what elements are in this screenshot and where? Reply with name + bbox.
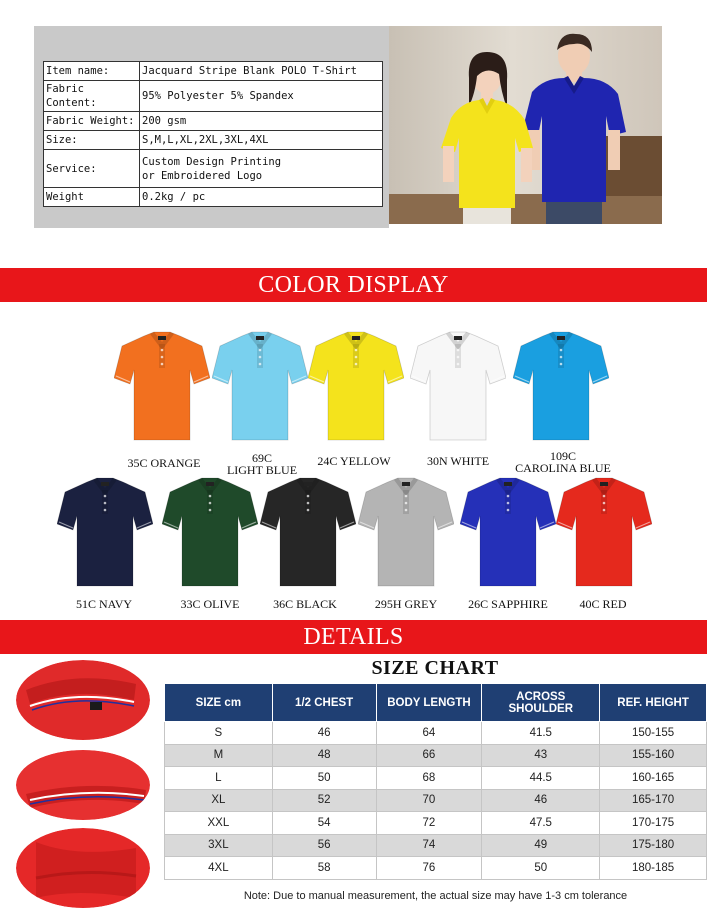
table-cell: 49	[482, 834, 600, 857]
color-label: 30N WHITE	[426, 454, 490, 468]
sleeve-detail-photo	[16, 750, 150, 820]
size-chart-header-row	[165, 684, 707, 722]
table-cell: 3XL	[165, 834, 273, 857]
shirt-button	[405, 509, 408, 512]
shirt-button	[603, 502, 606, 505]
size-chart-note: Note: Due to manual measurement, the actual size may have 1-3 cm tolerance	[243, 890, 628, 902]
shirt-button	[307, 509, 310, 512]
color-label	[507, 450, 619, 474]
spec-value: 95% Polyester 5% Spandex	[140, 81, 383, 112]
table-cell: 4XL	[165, 857, 273, 880]
polo-shirt-swatch	[162, 476, 258, 588]
polo-shirt-swatch	[556, 476, 652, 588]
table-row	[165, 722, 707, 745]
color-display-banner: COLOR DISPLAY	[0, 268, 707, 302]
table-cell: 52	[272, 789, 376, 812]
shirt-button	[457, 349, 460, 352]
table-cell: 68	[376, 767, 482, 790]
shirt-button	[603, 495, 606, 498]
table-row	[165, 789, 707, 812]
shirt-button	[259, 349, 262, 352]
shirt-neck-label	[504, 482, 512, 486]
table-cell: 180-185	[600, 857, 707, 880]
column-header: 1/2 CHEST	[272, 684, 376, 722]
shirt-button	[560, 363, 563, 366]
shirt-neck-label	[402, 482, 410, 486]
table-cell: 46	[482, 789, 600, 812]
polo-shirt-swatch	[358, 476, 454, 588]
shirt-button	[161, 356, 164, 359]
shirt-button	[405, 495, 408, 498]
color-label: 295H GREY	[374, 597, 438, 611]
color-label: 40C RED	[579, 597, 627, 611]
table-row	[165, 767, 707, 790]
shirt-neck-label	[352, 336, 360, 340]
table-cell: 58	[272, 857, 376, 880]
table-cell: XXL	[165, 812, 273, 835]
spec-value: S,M,L,XL,2XL,3XL,4XL	[140, 131, 383, 150]
color-label	[210, 452, 314, 476]
shirt-button	[209, 509, 212, 512]
spec-key: Service:	[44, 150, 140, 188]
spec-value: 200 gsm	[140, 112, 383, 131]
size-chart-title: SIZE CHART	[371, 657, 499, 679]
table-row	[165, 744, 707, 767]
spec-value-line: Custom Design Printing	[142, 155, 282, 168]
shirt-button	[507, 502, 510, 505]
shirt-neck-label	[557, 336, 565, 340]
shirt-button	[104, 509, 107, 512]
color-label-line: 69C	[251, 451, 272, 465]
size-chart-table	[164, 683, 707, 880]
shirt-neck-label	[600, 482, 608, 486]
table-cell: 47.5	[482, 812, 600, 835]
color-label-line: CAROLINA BLUE	[515, 461, 611, 475]
table-cell: 72	[376, 812, 482, 835]
table-cell: 43	[482, 744, 600, 767]
table-cell: 150-155	[600, 722, 707, 745]
spec-value	[140, 150, 383, 188]
table-cell: 56	[272, 834, 376, 857]
shirt-button	[560, 349, 563, 352]
shirt-button	[161, 349, 164, 352]
shirt-button	[161, 363, 164, 366]
color-label: 35C ORANGE	[127, 456, 201, 470]
polo-shirt-swatch	[212, 330, 308, 442]
polo-shirt-swatch	[410, 330, 506, 442]
shirt-button	[259, 363, 262, 366]
shirt-button	[405, 502, 408, 505]
shirt-neck-label	[454, 336, 462, 340]
polo-shirt-swatch	[460, 476, 556, 588]
color-label: 51C NAVY	[75, 597, 133, 611]
table-row	[165, 812, 707, 835]
polo-shirt-swatch	[308, 330, 404, 442]
table-cell: M	[165, 744, 273, 767]
shirt-neck-label	[256, 336, 264, 340]
spec-key: Fabric Content:	[44, 81, 140, 112]
shirt-button	[259, 356, 262, 359]
table-cell: 175-180	[600, 834, 707, 857]
shirt-button	[355, 356, 358, 359]
table-cell: 165-170	[600, 789, 707, 812]
shirt-button	[355, 349, 358, 352]
color-label-line: LIGHT BLUE	[226, 463, 298, 477]
shirt-button	[507, 509, 510, 512]
female-model	[441, 48, 541, 224]
shirt-button	[507, 495, 510, 498]
table-cell: 54	[272, 812, 376, 835]
model-photo	[389, 26, 662, 224]
table-cell: 70	[376, 789, 482, 812]
shirt-neck-label	[158, 336, 166, 340]
table-cell: 41.5	[482, 722, 600, 745]
color-label: 33C OLIVE	[180, 597, 240, 611]
shirt-button	[209, 495, 212, 498]
shirt-button	[355, 363, 358, 366]
table-cell: 48	[272, 744, 376, 767]
shirt-neck-label	[101, 482, 109, 486]
table-cell: 66	[376, 744, 482, 767]
color-label-line: 109C	[549, 449, 576, 463]
spec-value-line: or Embroidered Logo	[142, 169, 263, 182]
table-cell: 170-175	[600, 812, 707, 835]
column-header: BODY LENGTH	[376, 684, 482, 722]
table-cell: L	[165, 767, 273, 790]
table-cell: 74	[376, 834, 482, 857]
polo-shirt-swatch	[260, 476, 356, 588]
table-cell: S	[165, 722, 273, 745]
spec-key: Size:	[44, 131, 140, 150]
shirt-button	[307, 502, 310, 505]
hem-detail-photo	[16, 828, 150, 908]
table-row	[165, 834, 707, 857]
table-cell: 44.5	[482, 767, 600, 790]
spec-key: Fabric Weight:	[44, 112, 140, 131]
color-label: 36C BLACK	[273, 597, 337, 611]
table-cell: 76	[376, 857, 482, 880]
column-header: ACROSS SHOULDER	[482, 684, 600, 722]
table-cell: XL	[165, 789, 273, 812]
table-cell: 50	[272, 767, 376, 790]
table-row	[165, 857, 707, 880]
table-cell: 46	[272, 722, 376, 745]
details-banner: DETAILS	[0, 620, 707, 654]
table-cell: 64	[376, 722, 482, 745]
shirt-neck-label	[304, 482, 312, 486]
table-cell: 50	[482, 857, 600, 880]
spec-key: Item name:	[44, 62, 140, 81]
shirt-button	[307, 495, 310, 498]
spec-value: 0.2kg / pc	[140, 188, 383, 207]
column-header: SIZE cm	[165, 684, 273, 722]
color-label: 26C SAPPHIRE	[468, 597, 548, 611]
spec-table	[43, 61, 383, 207]
spec-key: Weight	[44, 188, 140, 207]
polo-shirt-swatch	[57, 476, 153, 588]
shirt-button	[560, 356, 563, 359]
shirt-button	[457, 356, 460, 359]
shirt-button	[209, 502, 212, 505]
column-header: REF. HEIGHT	[600, 684, 707, 722]
shirt-neck-label	[206, 482, 214, 486]
collar-detail-photo	[16, 660, 150, 740]
polo-shirt-swatch	[513, 330, 609, 442]
polo-shirt-swatch	[114, 330, 210, 442]
table-cell: 160-165	[600, 767, 707, 790]
color-label: 24C YELLOW	[317, 454, 391, 468]
shirt-button	[104, 502, 107, 505]
shirt-button	[457, 363, 460, 366]
spec-value: Jacquard Stripe Blank POLO T-Shirt	[140, 62, 383, 81]
shirt-button	[104, 495, 107, 498]
table-cell: 155-160	[600, 744, 707, 767]
shirt-button	[603, 509, 606, 512]
